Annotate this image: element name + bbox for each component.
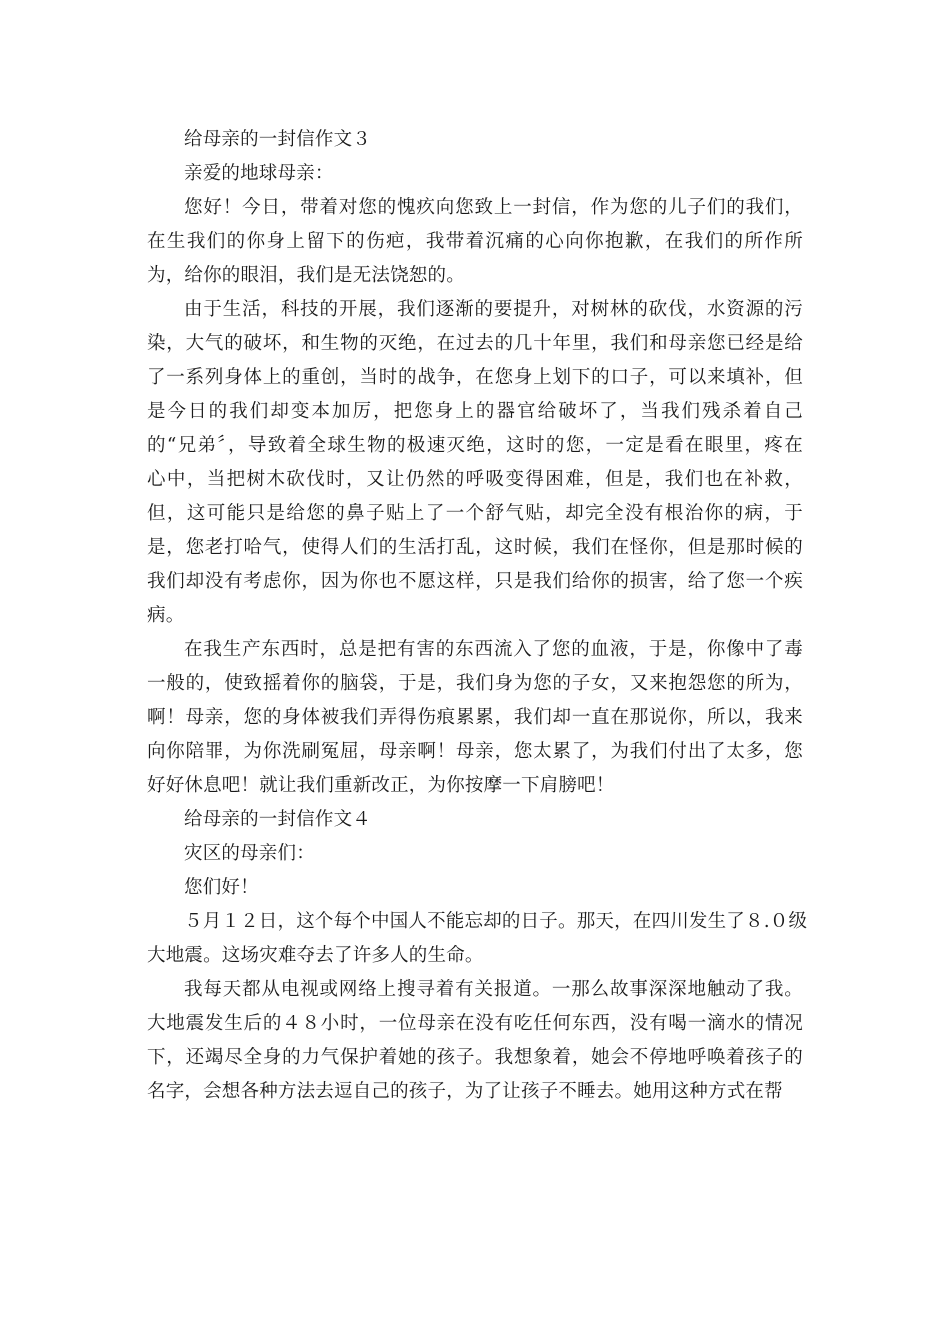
text-line: 下，还竭尽全身的力气保护着她的孩子。我想象着，她会不停地呼唤着孩子的	[147, 1047, 803, 1068]
paragraph-salutation-mothers	[147, 837, 803, 871]
text-line: ５月１２日，这个每个中国人不能忘却的日子。那天，在四川发生了８.０级	[184, 911, 808, 932]
text-line: 在生我们的你身上留下的伤疤，我带着沉痛的心向你抱歉，在我们的所作所	[147, 231, 803, 252]
text-line: 是今日的我们却变本加厉，把您身上的器官给破坏了，当我们残杀着自己	[147, 401, 803, 422]
text-line: 一般的，使致摇着你的脑袋，于是，我们身为您的子女，又来抱怨您的所为，	[147, 673, 803, 694]
text-line: 名字，会想各种方法去逗自己的孩子，为了让孩子不睡去。她用这种方式在帮	[147, 1081, 783, 1102]
text-line: 了一系列身体上的重创，当时的战争，在您身上划下的口子，可以来填补，但	[147, 367, 803, 388]
paragraph-p3	[147, 633, 803, 803]
text-line: 您们好！	[184, 877, 259, 898]
paragraph-p4	[147, 905, 808, 973]
text-line: 好好休息吧！就让我们重新改正，为你按摩一下肩膀吧！	[147, 775, 615, 796]
text-line: 灾区的母亲们：	[184, 843, 315, 864]
text-line: 我们却没有考虑你，因为你也不愿这样，只是我们给你的损害，给了您一个疾	[147, 571, 803, 592]
text-line: 为，给你的眼泪，我们是无法饶恕的。	[147, 265, 465, 286]
text-line: 在我生产东西时，总是把有害的东西流入了您的血液，于是，你像中了毒	[184, 639, 803, 660]
text-line: 给母亲的一封信作文４	[184, 809, 372, 830]
text-line: 啊！母亲，您的身体被我们弄得伤痕累累，我们却一直在那说你，所以，我来	[147, 707, 803, 728]
document-page	[147, 123, 808, 1109]
paragraph-title-4	[147, 803, 803, 837]
paragraph-p5	[147, 973, 803, 1109]
paragraph-title-3	[147, 123, 803, 157]
text-line: 向你陪罪，为你洗刷冤屈，母亲啊！母亲，您太累了，为我们付出了太多，您	[147, 741, 803, 762]
text-line: 大地震发生后的４８小时，一位母亲在没有吃任何东西，没有喝一滴水的情况	[147, 1013, 803, 1034]
text-line: 是，您老打哈气，使得人们的生活打乱，这时候，我们在怪你，但是那时候的	[147, 537, 803, 558]
text-line: 的“兄弟〞，导致着全球生物的极速灭绝，这时的您，一定是看在眼里，疼在	[147, 435, 803, 456]
text-line: 心中，当把树木砍伐时，又让仍然的呼吸变得困难，但是，我们也在补救，	[147, 469, 803, 490]
text-line: 给母亲的一封信作文３	[184, 129, 372, 150]
paragraph-salutation-earth	[147, 157, 803, 191]
text-line: 大地震。这场灾难夺去了许多人的生命。	[147, 945, 484, 966]
paragraph-greeting	[147, 871, 803, 905]
text-line: 由于生活，科技的开展，我们逐渐的要提升，对树林的砍伐，水资源的污	[184, 299, 803, 320]
text-line: 但，这可能只是给您的鼻子贴上了一个舒气贴，却完全没有根治你的病，于	[147, 503, 803, 524]
text-line: 亲爱的地球母亲：	[184, 163, 334, 184]
text-line: 我每天都从电视或网络上搜寻着有关报道。一那么故事深深地触动了我。	[184, 979, 803, 1000]
paragraph-p2	[147, 293, 803, 633]
text-line: 病。	[147, 605, 185, 626]
paragraph-p1	[147, 191, 803, 293]
text-line: 您好！今日，带着对您的愧疚向您致上一封信，作为您的儿子们的我们，	[184, 197, 803, 218]
text-line: 染，大气的破坏，和生物的灭绝，在过去的几十年里，我们和母亲您已经是给	[147, 333, 803, 354]
